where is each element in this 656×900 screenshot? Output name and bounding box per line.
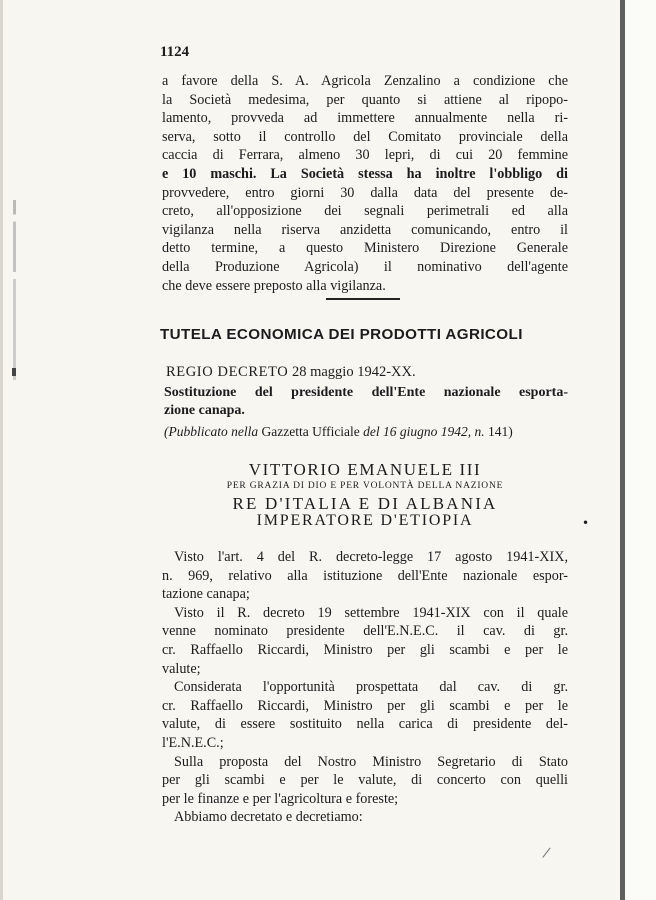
paragraph-line: creto, all'opposizione dei segnali perimetrali ed alla: [162, 203, 568, 220]
decree-subject: [164, 384, 568, 419]
body-line: cr. Raffaello Riccardi, Ministro per gli scambi e per le: [162, 641, 568, 658]
body-line: valute, di essere sostituito nella carica di presidente del-: [162, 716, 568, 733]
section-divider: [326, 298, 400, 300]
paragraph-line: provvedere, entro giorni 30 dalla data del presente de-: [162, 184, 568, 201]
paragraph-line: lamento, provveda ad immettere annualmente nella ri-: [162, 110, 568, 127]
paragraph-line: che deve essere preposto alla vigilanza.: [162, 277, 386, 294]
body-line: Sulla proposta del Nostro Ministro Segretario di Stato: [174, 753, 568, 770]
body-line: n. 969, relativo alla istituzione dell'Ente nazionale espor-: [162, 567, 568, 584]
paragraph-line-bold: e 10 maschi. La Società stessa ha inoltre l'obbligo di: [162, 165, 568, 182]
pub-number: 141): [488, 424, 513, 439]
page-number: 1124: [160, 44, 190, 60]
king-name: VITTORIO EMANUELE III: [248, 460, 482, 479]
body-line: l'E.N.E.C.;: [162, 734, 224, 751]
body-line: Considerata l'opportunità prospettata dal cav. di gr.: [174, 679, 568, 696]
body-line: per gli scambi e per le valute, di concerto con quelli: [162, 772, 568, 789]
top-paragraph: [162, 72, 568, 295]
paragraph-line: la Società medesima, per quanto si attiene al ripopo-: [162, 91, 568, 108]
section-title: TUTELA ECONOMICA DEI PRODOTTI AGRICOLI: [160, 326, 523, 343]
body-line: tazione canapa;: [162, 586, 250, 603]
gutter-shadow: [0, 0, 3, 900]
margin-mark: [13, 200, 16, 380]
gazette-name: Gazzetta Ufficiale: [261, 424, 360, 439]
king-title-2: IMPERATORE D'ETIOPIA: [256, 512, 474, 529]
paragraph-line: serva, sotto il controllo del Comitato provinciale della: [162, 128, 568, 145]
king-title-1: RE D'ITALIA E DI ALBANIA: [232, 494, 498, 513]
decree-type: REGIO DECRETO: [166, 364, 289, 380]
pub-part: (Pubblicato nella: [164, 424, 259, 439]
body-line: venne nominato presidente dell'E.N.E.C. il cav. di gr.: [162, 623, 568, 640]
body-line: Abbiamo decretato e decretiamo:: [174, 809, 363, 826]
paragraph-line: a favore della S. A. Agricola Zenzalino a condizione che: [162, 73, 568, 89]
subject-line: zione canapa.: [164, 402, 245, 418]
margin-dot: [12, 368, 16, 376]
ink-dot: •: [582, 516, 590, 530]
decree-heading: [166, 364, 416, 381]
body-line: per le finanze e per l'agricoltura e foreste;: [162, 790, 399, 807]
page-margin-right: [625, 0, 656, 900]
body-line: Visto il R. decreto 19 settembre 1941-XIX con il quale: [174, 604, 568, 621]
stray-mark: /: [541, 844, 552, 862]
subject-line: Sostituzione del presidente dell'Ente nazionale esporta-: [164, 385, 568, 400]
decree-date: 28 maggio 1942-XX.: [291, 364, 416, 380]
paragraph-line: detto termine, a questo Ministero Direzione Generale: [162, 240, 568, 257]
king-grace: PER GRAZIA DI DIO E PER VOLONTÀ DELLA NAZIONE: [226, 481, 504, 491]
body-line: cr. Raffaello Riccardi, Ministro per gli scambi e per le: [162, 697, 568, 714]
body-line: valute;: [162, 660, 201, 677]
publication-note: [164, 424, 513, 440]
pub-date: del 16 giugno 1942, n.: [363, 424, 485, 439]
body-line: Visto l'art. 4 del R. decreto-legge 17 agosto 1941-XIX,: [174, 549, 568, 565]
paragraph-line: della Produzione Agricola) il nominativo dell'agente: [162, 258, 568, 275]
paragraph-line: caccia di Ferrara, almeno 30 lepri, di cui 20 femmine: [162, 147, 568, 164]
paragraph-line: vigilanza nella riserva anzidetta comunicando, entro il: [162, 221, 568, 238]
decree-body: [162, 548, 568, 827]
